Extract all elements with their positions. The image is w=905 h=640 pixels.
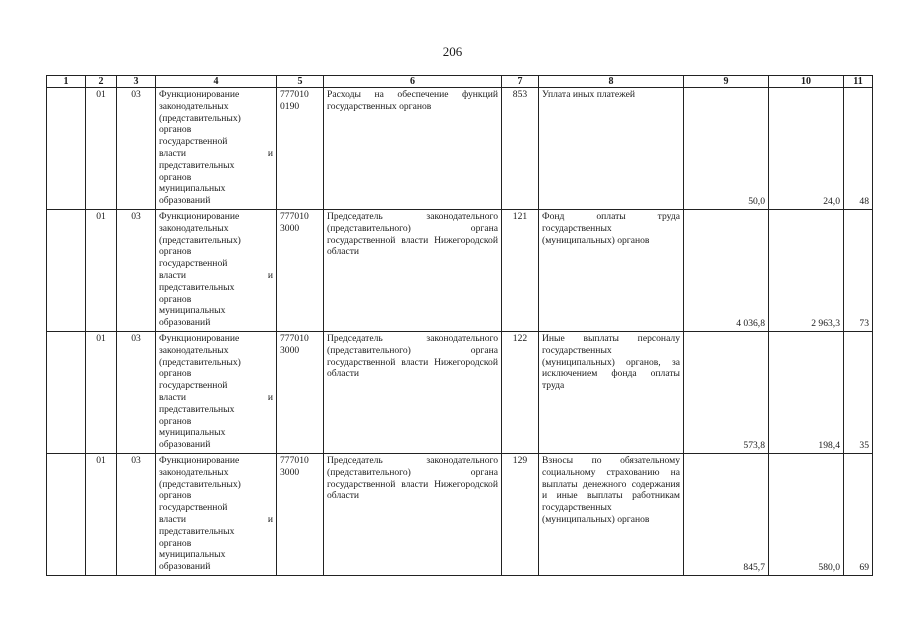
cell-line: государственной (159, 380, 228, 392)
cell-word: и (267, 391, 273, 403)
expense-type-code: 853 (502, 88, 539, 210)
section-code: 01 (86, 454, 117, 576)
cell-line: 777010 (280, 333, 309, 344)
cell-line: 3000 (280, 344, 300, 356)
cell-line: Функционирование (159, 89, 240, 100)
col1-cell (47, 210, 86, 332)
cell-line: органов (159, 490, 192, 502)
subsection-code: 03 (117, 454, 156, 576)
column-header: 11 (844, 76, 873, 88)
actual-amount: 580,0 (769, 454, 844, 576)
execution-percent: 69 (844, 454, 873, 576)
execution-percent: 48 (844, 88, 873, 210)
cell-line: Функционирование (159, 455, 240, 466)
col1-cell (47, 454, 86, 576)
column-header: 8 (539, 76, 684, 88)
expense-type-code: 121 (502, 210, 539, 332)
table-row (47, 332, 873, 454)
cell-line: органов (159, 124, 192, 136)
cell-line: (представительных) (159, 234, 241, 246)
cell-word: власти (159, 391, 187, 403)
table-row (47, 210, 873, 332)
planned-amount: 573,8 (684, 332, 769, 454)
cell-line: муниципальных (159, 183, 226, 195)
planned-amount: 50,0 (684, 88, 769, 210)
cell-line: законодательных (159, 100, 229, 112)
cell-line: 0190 (280, 100, 300, 112)
cell-line: (представительных) (159, 356, 241, 368)
cell-line: органов (159, 537, 192, 549)
expense-type-code: 129 (502, 454, 539, 576)
cell-line: представительных (159, 525, 235, 537)
expense-type-name: Взносы по обязательному социальному страхованию на выплаты денежного содержания и иные выплаты работникам государственных (муниципальных) органов (539, 454, 684, 576)
expense-type-name: Иные выплаты персоналу государственных (муниципальных) органов, за исключением фонда оплаты труда (539, 332, 684, 454)
col1-cell (47, 88, 86, 210)
column-header: 1 (47, 76, 86, 88)
cell-line: образований (159, 561, 211, 573)
cell-line (159, 270, 273, 282)
cell-line: государственной (159, 258, 228, 270)
expense-type-code: 122 (502, 332, 539, 454)
section-name (156, 332, 277, 454)
table-row (47, 88, 873, 210)
cell-line: органов (159, 368, 192, 380)
section-name (156, 210, 277, 332)
cell-line (159, 392, 273, 404)
cell-line: (представительных) (159, 478, 241, 490)
section-name (156, 88, 277, 210)
table-body (47, 88, 873, 576)
cell-line: государственной (159, 502, 228, 514)
header-row (47, 76, 873, 88)
cell-line: органов (159, 293, 192, 305)
cell-line: Функционирование (159, 333, 240, 344)
section-code: 01 (86, 332, 117, 454)
actual-amount: 24,0 (769, 88, 844, 210)
page-number: 206 (442, 44, 463, 59)
target-code (277, 454, 324, 576)
target-code (277, 332, 324, 454)
cell-line (159, 514, 273, 526)
execution-percent: 35 (844, 332, 873, 454)
expense-description: Председатель законодательного (представительного) органа государственной власти Нижегородской области (324, 454, 502, 576)
table-row (47, 454, 873, 576)
cell-line: 3000 (280, 466, 300, 478)
column-header: 2 (86, 76, 117, 88)
planned-amount: 845,7 (684, 454, 769, 576)
subsection-code: 03 (117, 210, 156, 332)
target-code (277, 88, 324, 210)
expense-type-name: Фонд оплаты труда государственных (муниципальных) органов (539, 210, 684, 332)
cell-line: представительных (159, 403, 235, 415)
cell-line: законодательных (159, 344, 229, 356)
cell-word: власти (159, 513, 187, 525)
cell-line: 777010 (280, 455, 309, 466)
column-header: 3 (117, 76, 156, 88)
col1-cell (47, 332, 86, 454)
actual-amount: 198,4 (769, 332, 844, 454)
cell-line (159, 148, 273, 160)
planned-amount: 4 036,8 (684, 210, 769, 332)
cell-line: образований (159, 195, 211, 207)
cell-line: Функционирование (159, 211, 240, 222)
cell-line: (представительных) (159, 112, 241, 124)
column-header: 4 (156, 76, 277, 88)
column-header: 9 (684, 76, 769, 88)
cell-line: законодательных (159, 222, 229, 234)
target-code (277, 210, 324, 332)
cell-line: органов (159, 246, 192, 258)
cell-word: власти (159, 269, 187, 281)
cell-word: и (267, 513, 273, 525)
cell-line: представительных (159, 159, 235, 171)
cell-line: законодательных (159, 466, 229, 478)
cell-line: 777010 (280, 89, 309, 100)
cell-word: и (267, 269, 273, 281)
section-name (156, 454, 277, 576)
column-header: 7 (502, 76, 539, 88)
expense-description: Председатель законодательного (представительного) органа государственной власти Нижегородской области (324, 332, 502, 454)
column-header: 6 (324, 76, 502, 88)
budget-table (46, 75, 873, 576)
subsection-code: 03 (117, 332, 156, 454)
cell-line: 777010 (280, 211, 309, 222)
column-header: 10 (769, 76, 844, 88)
expense-description: Расходы на обеспечение функций государственных органов (324, 88, 502, 210)
cell-line: муниципальных (159, 549, 226, 561)
cell-word: и (267, 147, 273, 159)
subsection-code: 03 (117, 88, 156, 210)
expense-description: Председатель законодательного (представительного) органа государственной власти Нижегородской области (324, 210, 502, 332)
section-code: 01 (86, 210, 117, 332)
cell-line: государственной (159, 136, 228, 148)
column-header: 5 (277, 76, 324, 88)
execution-percent: 73 (844, 210, 873, 332)
cell-line: 3000 (280, 222, 300, 234)
cell-word: власти (159, 147, 187, 159)
cell-line: муниципальных (159, 427, 226, 439)
cell-line: органов (159, 415, 192, 427)
cell-line: представительных (159, 281, 235, 293)
cell-line: образований (159, 317, 211, 329)
cell-line: образований (159, 439, 211, 451)
actual-amount: 2 963,3 (769, 210, 844, 332)
cell-line: муниципальных (159, 305, 226, 317)
expense-type-name: Уплата иных платежей (539, 88, 684, 210)
cell-line: органов (159, 171, 192, 183)
section-code: 01 (86, 88, 117, 210)
